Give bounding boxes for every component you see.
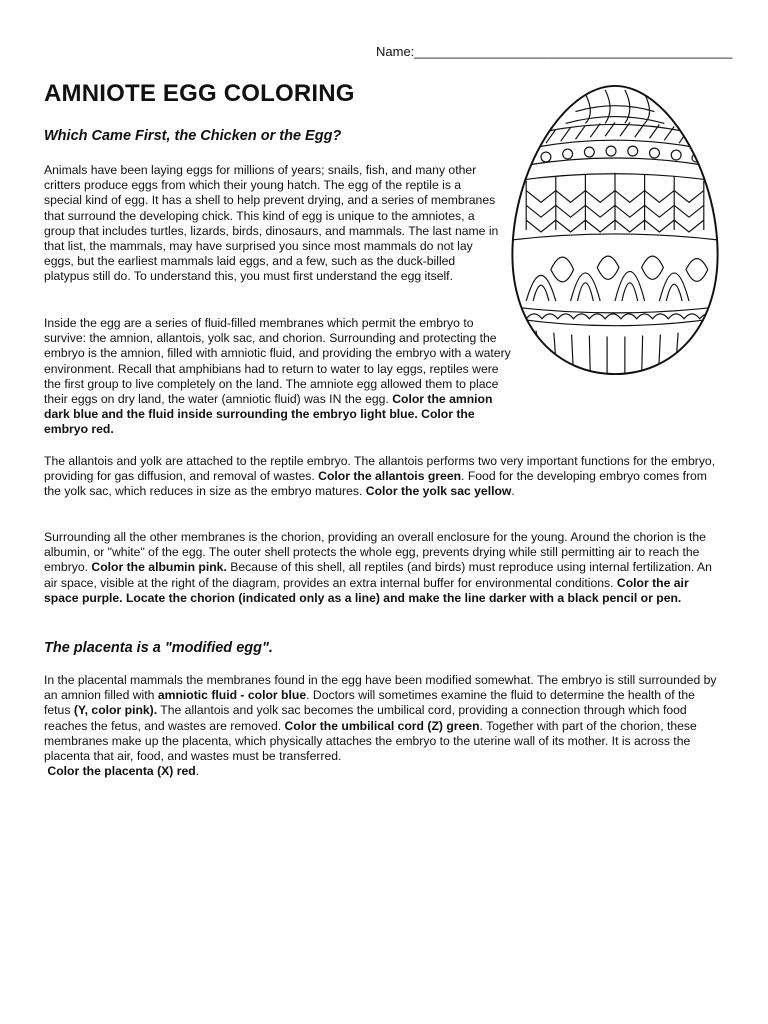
instruction-color-albumin: Color the albumin pink. (91, 560, 227, 575)
decorated-egg-illustration (506, 82, 724, 378)
paragraph-air-space-text: Because of this shell, all reptiles (and birds) must reproduce using internal fertilization. An air space, visible at the right of the diagram, provides an extra internal buffer for environmental conditions. (44, 560, 712, 590)
instruction-placenta-red: Color the placenta (X) red (47, 764, 196, 779)
placenta-text-3: The allantois and yolk sac becomes the umbilical cord, providing a connection through which food reaches the fetus, and wastes are removed. (44, 703, 687, 733)
section-heading-chicken-or-egg: Which Came First, the Chicken or the Egg? (44, 128, 342, 144)
paragraph-amnion-text: Inside the egg are a series of fluid-filled membranes which permit the embryo to survive: the amnion, allantois, yolk sac, and chorion. Surrounding and protecting the embryo is the amnion, filled with amniotic fluid, and providing the embryo with a watery environment. Recall that amphibians had to return to water to lay eggs, reptiles were the first group to live completely on the land. The amniote egg allowed them to place their eggs on dry land, the water (amniotic fluid) was IN the egg. (44, 316, 511, 407)
instruction-color-yolk-sac: Color the yolk sac yellow (365, 484, 512, 499)
paragraph-allantois-text: The allantois and yolk are attached to the reptile embryo. The allantois performs two very important functions for the embryo, providing for gas diffusion, and removal of wastes. (44, 454, 716, 484)
paragraph-amnion (44, 316, 514, 438)
period-final: . (195, 764, 200, 779)
instruction-color-amnion: Color the amnion dark blue and the fluid inside surrounding the embryo light blue. Color the embryo red. (44, 392, 493, 437)
paragraph-chorion-text: Surrounding all the other membranes is the chorion, providing an overall enclosure for the young. Around the chorion is the albumin, or "white" of the egg. The outer shell protects the whole egg, prevents drying while still permitting air to reach the embryo. (44, 530, 706, 575)
paragraph-yolk-text: . Food for the developing embryo comes from the yolk sac, which reduces in size as the embryo matures. (44, 469, 707, 499)
instruction-amniotic-fluid: amniotic fluid - color blue (157, 688, 307, 703)
instruction-color-air-space-chorion: Color the air space purple. Locate the chorion (indicated only as a line) and make the line darker with a black pencil or pen. (44, 575, 689, 605)
paragraph-chorion-albumin (44, 530, 720, 606)
period: . (511, 484, 515, 499)
instruction-fetus-pink: (Y, color pink). (73, 703, 158, 718)
section-heading-placenta: The placenta is a "modified egg". (44, 640, 273, 656)
paragraph-placenta (44, 673, 720, 779)
paragraph-introduction: Animals have been laying eggs for millions of years; snails, fish, and many other critters produce eggs from which their young hatch. The egg of the reptile is a special kind of egg. It has a shell to help prevent drying, and a series of membranes that surround the developing chick. This kind of egg is unique to the amniotes, a group that includes turtles, lizards, birds, dinosaurs, and mammals. The last name in that list, the mammals, may have surprised you since most mammals do not lay eggs, but the earliest mammals laid eggs, and a few, such as the duck-billed platypus still do. To understand this, you must first understand the egg itself. (44, 163, 499, 284)
placenta-text-1: In the placental mammals the membranes found in the egg have been modified somewhat. The embryo is still surrounded by an amnion filled with (44, 673, 717, 703)
placenta-text-2: . Doctors will sometimes examine the fluid to determine the health of the fetus (44, 688, 695, 718)
instruction-umbilical-cord: Color the umbilical cord (Z) green (284, 718, 480, 733)
page-title: AMNIOTE EGG COLORING (44, 80, 355, 107)
name-field-label: Name:____________________________________________ (376, 44, 733, 59)
placenta-text-4: . Together with part of the chorion, these membranes make up the placenta, which physically attaches the embryo to the uterine wall of its mother. It is across the placenta that air, food, and wastes must be transferred. (44, 718, 697, 764)
paragraph-allantois-yolk (44, 454, 720, 500)
instruction-color-allantois: Color the allantois green (318, 469, 462, 484)
